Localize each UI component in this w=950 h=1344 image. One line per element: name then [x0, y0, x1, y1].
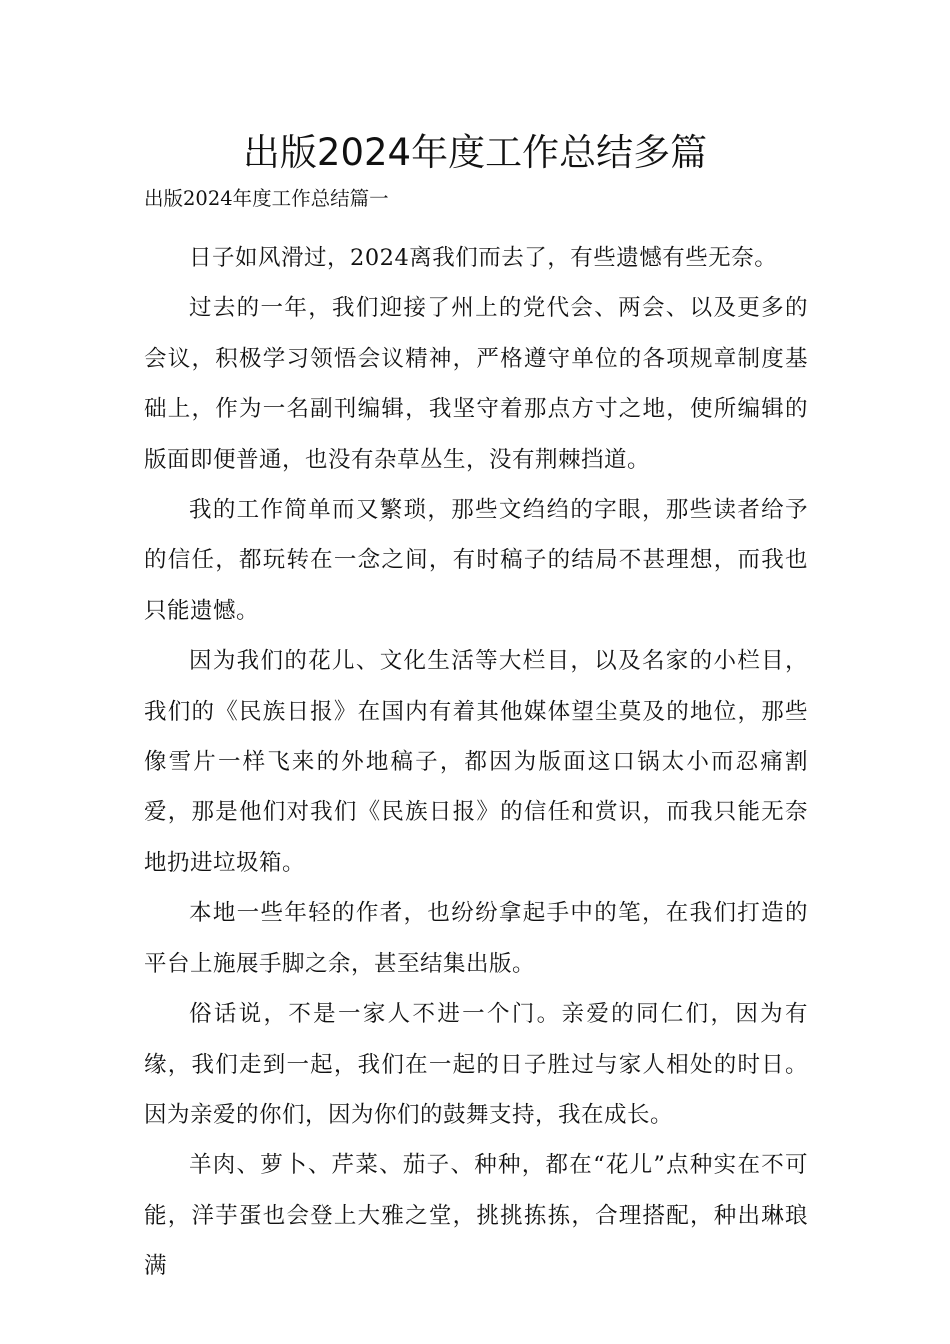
paragraph: 我的工作简单而又繁琐，那些文绉绉的字眼，那些读者给予的信任，都玩转在一念之间，有时稿子的结局不甚理想，而我也只能遗憾。	[144, 497, 808, 624]
paragraph: 因为我们的花儿、文化生活等大栏目，以及名家的小栏目，我们的《民族日报》在国内有着其他媒体望尘莫及的地位，那些像雪片一样飞来的外地稿子，都因为版面这口锅太小而忍痛割爱，那是他们对我们《民族日报》的信任和赏识，而我只能无奈地扔进垃圾箱。	[144, 648, 808, 876]
document-title: 出版2024年度工作总结多篇	[242, 131, 708, 174]
paragraph: 羊肉、萝卜、芹菜、茄子、种种，都在“花儿”点种实在不可能，洋芋蛋也会登上大雅之堂，挑挑拣拣，合理搭配，种出琳琅满	[144, 1152, 808, 1280]
section-heading: 出版2024年度工作总结篇一	[144, 187, 389, 210]
paragraph: 本地一些年轻的作者，也纷纷拿起手中的笔，在我们打造的平台上施展手脚之余，甚至结集出版。	[144, 900, 808, 977]
paragraph: 过去的一年，我们迎接了州上的党代会、两会、以及更多的会议，积极学习领悟会议精神，严格遵守单位的各项规章制度基础上，作为一名副刊编辑，我坚守着那点方寸之地，使所编辑的版面即便普通，也没有杂草丛生，没有荆棘挡道。	[144, 295, 808, 473]
paragraph: 俗话说，不是一家人不进一个门。亲爱的同仁们，因为有缘，我们走到一起，我们在一起的日子胜过与家人相处的时日。因为亲爱的你们，因为你们的鼓舞支持，我在成长。	[144, 1001, 808, 1128]
document-body	[144, 233, 808, 1292]
paragraph: 日子如风滑过，2024离我们而去了，有些遗憾有些无奈。	[189, 245, 778, 271]
